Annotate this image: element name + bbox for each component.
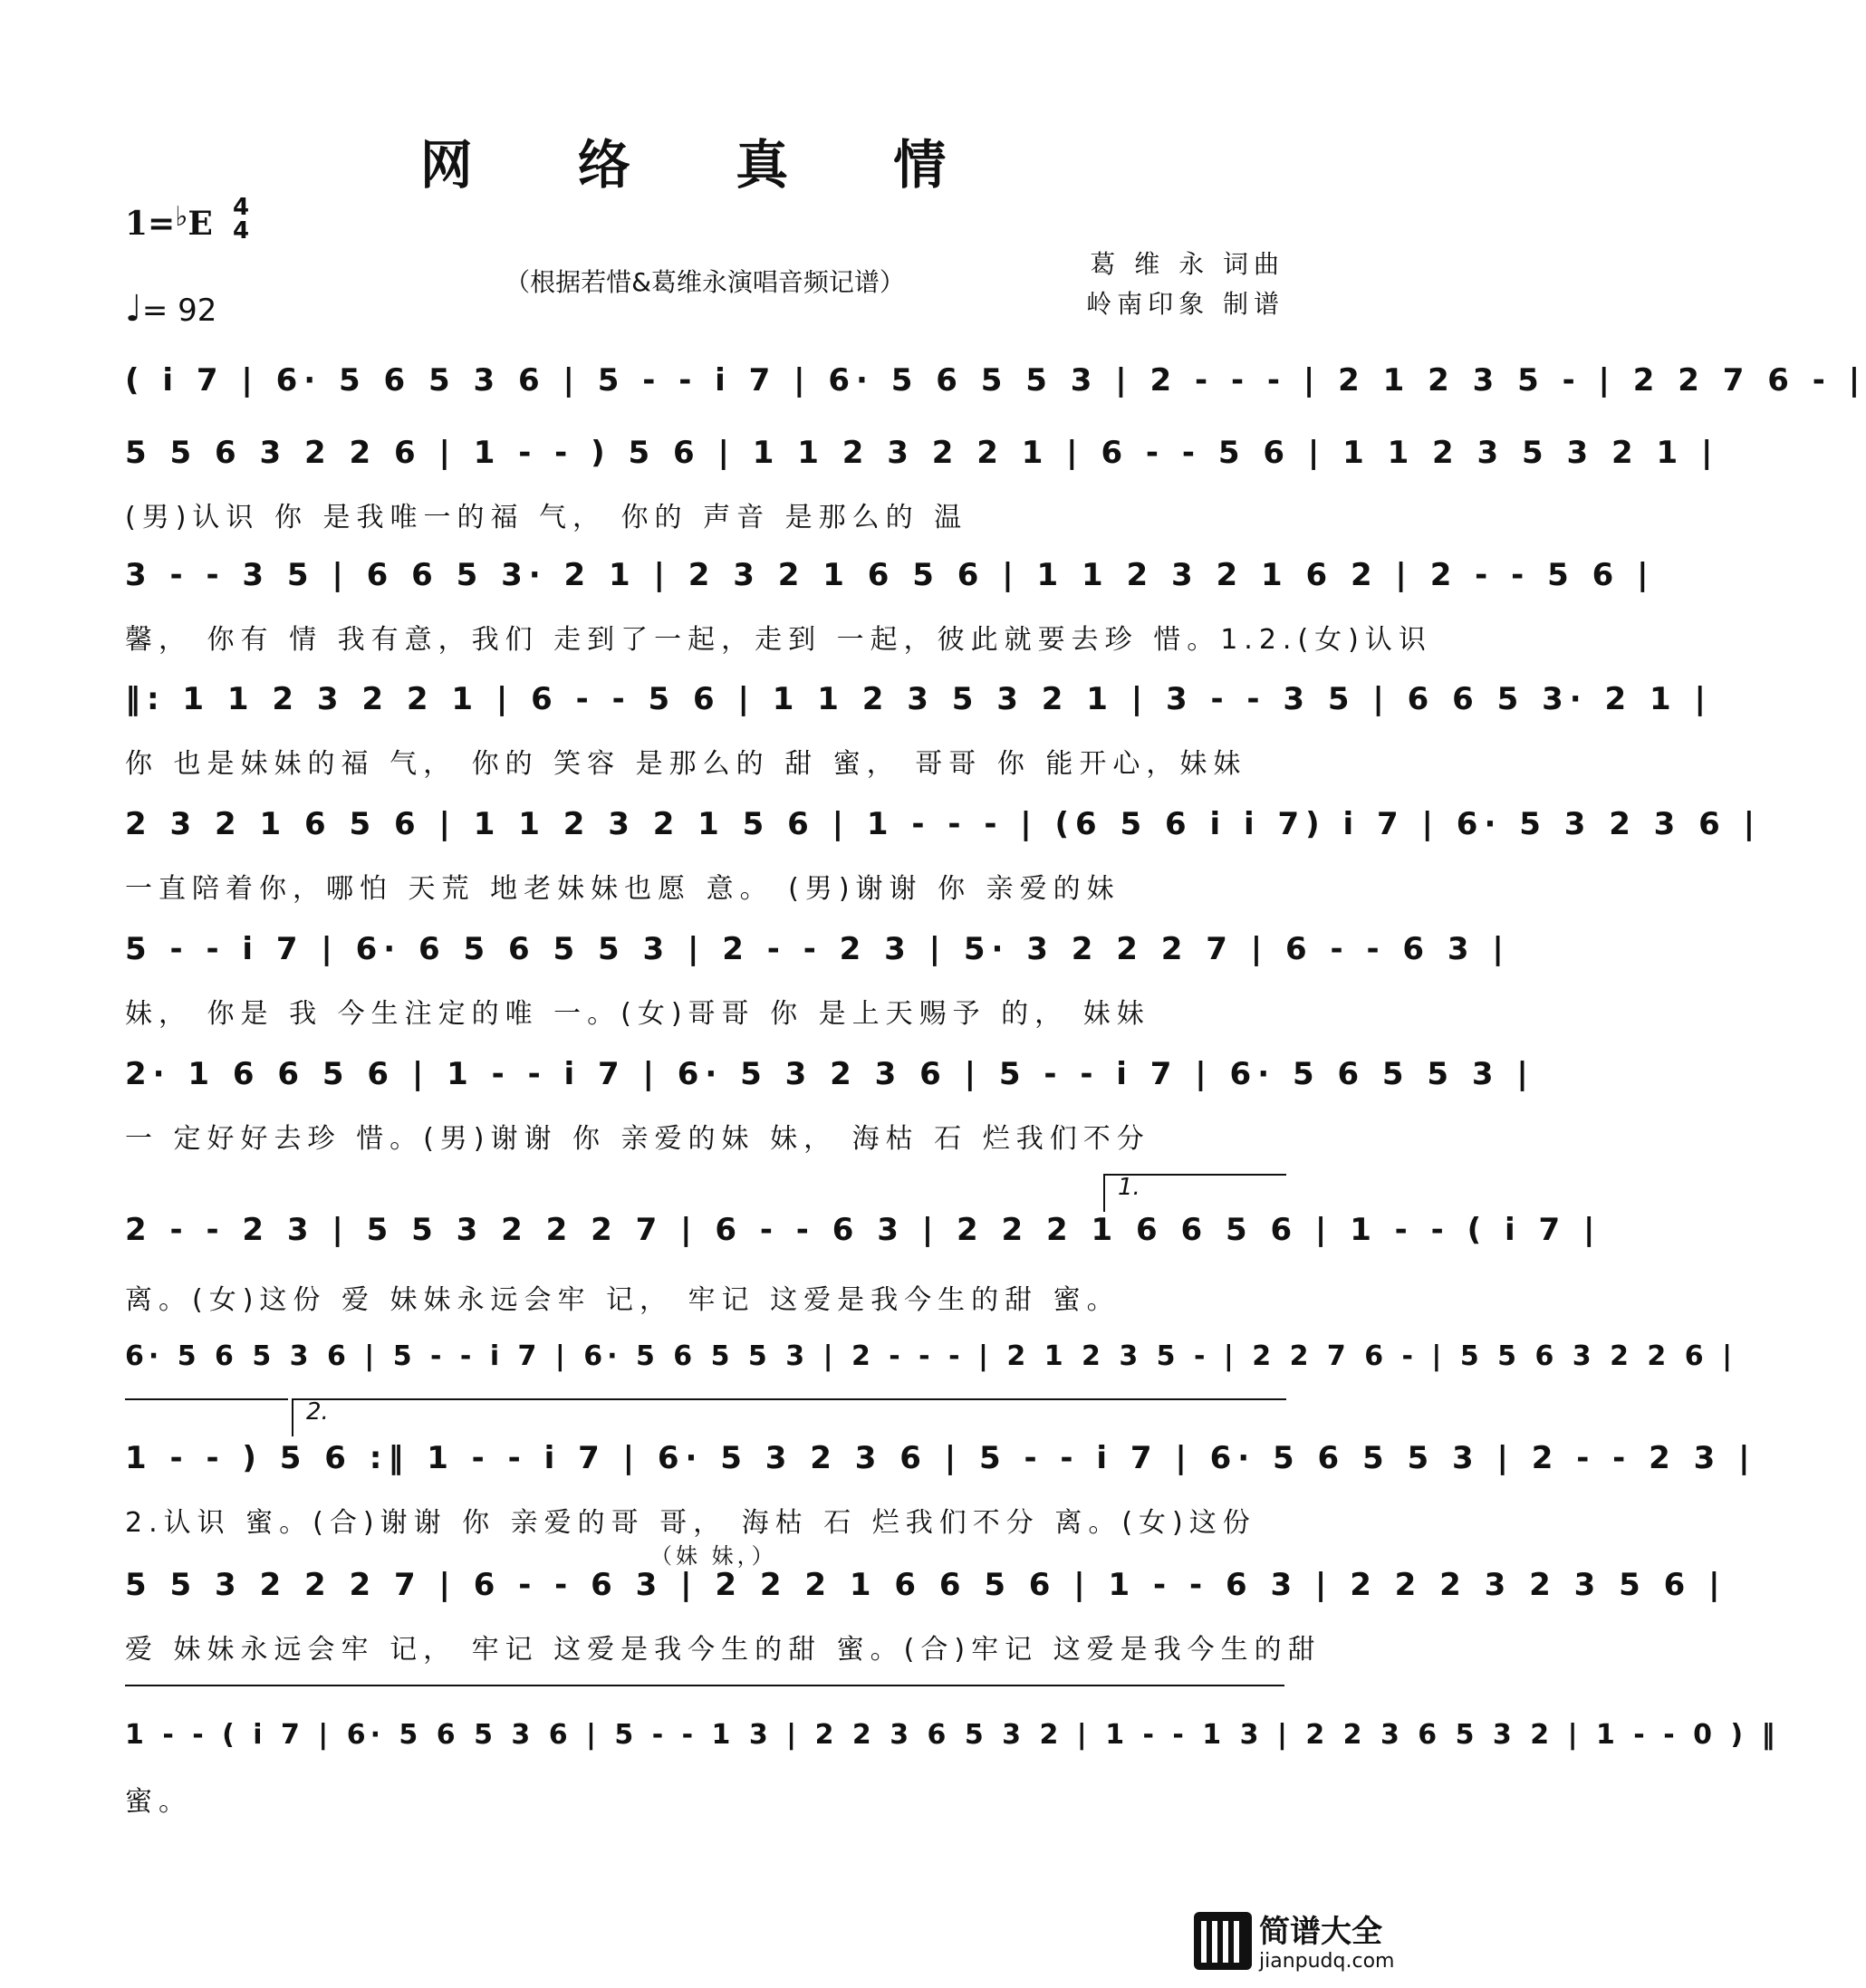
lyric-line: 一直陪着你，哪怕 天荒 地老妹妹也愿 意。 (男)谢谢 你 亲爱的妹 (125, 873, 1121, 905)
notation-line: ‖: 1 1 2 3 2 2 1 | 6 - - 5 6 | 1 1 2 3 5 3 2 1 | 3 - - 3 5 | 6 6 5 3· 2 1 | (125, 681, 1712, 717)
flat-sign: ♭ (175, 201, 188, 233)
lyric-line: 妹， 你是 我 今生注定的唯 一。(女)哥哥 你 是上天赐予 的， 妹妹 (125, 998, 1150, 1030)
first-ending-end-line (125, 1398, 288, 1400)
watermark-url: jianpudq.com (1259, 1950, 1395, 1973)
notation-line: 5 - - i 7 | 6· 6 5 6 5 5 3 | 2 - - 2 3 | 5· 3 2 2 2 7 | 6 - - 6 3 | (125, 931, 1510, 967)
first-ending-bracket (1103, 1174, 1286, 1212)
notation-line: 1 - - ( i 7 | 6· 5 6 5 3 6 | 5 - - 1 3 | 2 2 3 6 5 3 2 | 1 - - 1 3 | 2 2 3 6 5 3 2 | 1 - - 0 ) ‖ (125, 1719, 1780, 1751)
source-note: （根据若惜&葛维永演唱音频记谱） (505, 267, 905, 297)
notation-line: 3 - - 3 5 | 6 6 5 3· 2 1 | 2 3 2 1 6 5 6 | 1 1 2 3 2 1 6 2 | 2 - - 5 6 | (125, 557, 1655, 593)
lyric-line: 一 定好好去珍 惜。(男)谢谢 你 亲爱的妹 妹， 海枯 石 烂我们不分 (125, 1123, 1150, 1155)
notation-line: 6· 5 6 5 3 6 | 5 - - i 7 | 6· 5 6 5 5 3 | 2 - - - | 2 1 2 3 5 - | 2 2 7 6 - | 5 5 6 3 2 2 6 | (125, 1340, 1737, 1372)
notation-line: 5 5 6 3 2 2 6 | 1 - - ) 5 6 | 1 1 2 3 2 2 1 | 6 - - 5 6 | 1 1 2 3 5 3 2 1 | (125, 435, 1719, 471)
key-prefix: 1= (125, 205, 176, 243)
second-ending-bracket (292, 1398, 1286, 1436)
key-letter: E (188, 205, 213, 243)
piano-keys-icon (1194, 1912, 1252, 1970)
quarter-note-icon: ♩ (125, 288, 142, 330)
time-signature (233, 196, 249, 243)
key-signature (125, 201, 213, 243)
first-ending-label: 1. (1118, 1174, 1140, 1201)
page-title: 网 络 真 情 (419, 134, 990, 196)
lyric-line: 馨， 你有 情 我有意，我们 走到了一起，走到 一起，彼此就要去珍 惜。1.2.(女)认识 (125, 624, 1432, 656)
notation-line: ( i 7 | 6· 5 6 5 3 6 | 5 - - i 7 | 6· 5 6 5 5 3 | 2 - - - | 2 1 2 3 5 - | 2 2 7 6 - | (125, 362, 1866, 399)
notation-line: 2 - - 2 3 | 5 5 3 2 2 2 7 | 6 - - 6 3 | 2 2 2 1 6 6 5 6 | 1 - - ( i 7 | (125, 1212, 1601, 1248)
notation-line: 1 - - ) 5 6 :‖ 1 - - i 7 | 6· 5 3 2 3 6 | 5 - - i 7 | 6· 5 6 5 5 3 | 2 - - 2 3 | (125, 1440, 1756, 1476)
credit-lyrics-composer: 葛 维 永 词曲 (1090, 249, 1284, 279)
time-signature-top: 4 (233, 194, 250, 221)
credit-arranger: 岭南印象 制谱 (1086, 289, 1284, 319)
alternate-lyric: （妹 妹，） (650, 1543, 777, 1569)
notation-line: 5 5 3 2 2 2 7 | 6 - - 6 3 | 2 2 2 1 6 6 5 6 | 1 - - 6 3 | 2 2 2 3 2 3 5 6 | (125, 1567, 1727, 1603)
lyric-line: 蜜。 (125, 1786, 192, 1818)
site-watermark (1194, 1906, 1393, 1981)
section-line (125, 1685, 1284, 1686)
lyric-line: 离。(女)这份 爱 妹妹永远会牢 记， 牢记 这爱是我今生的甜 蜜。 (125, 1284, 1121, 1316)
time-signature-bottom: 4 (233, 217, 250, 245)
lyric-line: (男)认识 你 是我唯一的福 气， 你的 声音 是那么的 温 (125, 502, 968, 533)
second-ending-label: 2. (306, 1398, 329, 1426)
notation-line: 2 3 2 1 6 5 6 | 1 1 2 3 2 1 5 6 | 1 - - - | (6 5 6 i i 7) i 7 | 6· 5 3 2 3 6 | (125, 806, 1762, 842)
lyric-line: 你 也是妹妹的福 气， 你的 笑容 是那么的 甜 蜜， 哥哥 你 能开心，妹妹 (125, 748, 1247, 780)
watermark-name: 简谱大全 (1259, 1914, 1382, 1950)
lyric-line: 2.认识 蜜。(合)谢谢 你 亲爱的哥 哥， 海枯 石 烂我们不分 离。(女)这份 (125, 1507, 1256, 1539)
lyric-line: 爱 妹妹永远会牢 记， 牢记 这爱是我今生的甜 蜜。(合)牢记 这爱是我今生的甜 (125, 1634, 1322, 1666)
tempo-value: = 92 (141, 293, 217, 329)
notation-line: 2· 1 6 6 5 6 | 1 - - i 7 | 6· 5 3 2 3 6 | 5 - - i 7 | 6· 5 6 5 5 3 | (125, 1056, 1534, 1092)
